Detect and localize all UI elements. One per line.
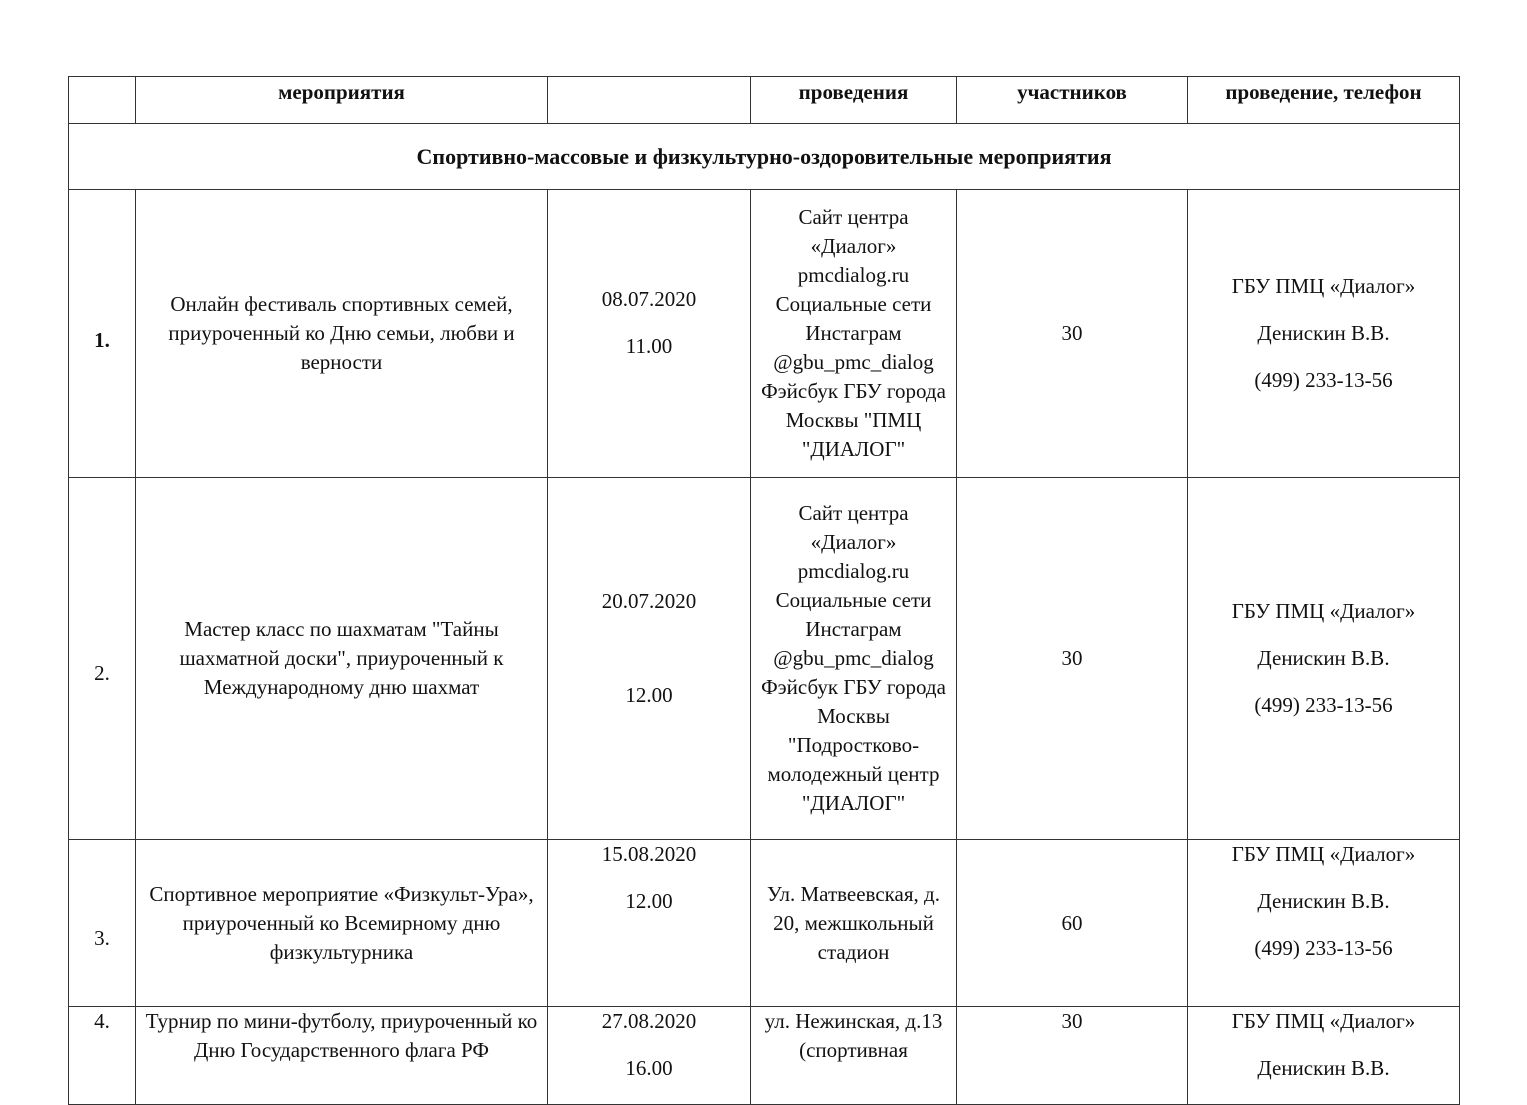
contact-phone: (499) 233-13-56 — [1254, 936, 1393, 960]
table-header-row — [69, 77, 1460, 124]
row-number: 3. — [69, 840, 136, 1007]
table-row — [69, 1007, 1460, 1105]
event-date: 20.07.2020 — [601, 588, 697, 613]
section-title: Спортивно-массовые и физкультурно-оздоровительные мероприятия — [69, 124, 1460, 190]
event-datetime — [548, 1007, 751, 1105]
event-date: 15.08.2020 — [601, 842, 697, 866]
header-cell-number — [69, 77, 136, 124]
organizer-name: ГБУ ПМЦ «Диалог» — [1231, 1009, 1416, 1033]
row-number: 1. — [69, 190, 136, 478]
event-place: ул. Нежинская, д.13 (спортивная — [751, 1007, 957, 1105]
organizer-name: ГБУ ПМЦ «Диалог» — [1231, 599, 1416, 623]
table-row — [69, 840, 1460, 1007]
event-datetime — [548, 478, 751, 840]
table-row — [69, 190, 1460, 478]
event-datetime — [548, 840, 751, 1007]
organizer-name: ГБУ ПМЦ «Диалог» — [1231, 842, 1416, 866]
event-time: 11.00 — [625, 334, 673, 358]
organizer-info — [1188, 478, 1460, 840]
contact-phone: (499) 233-13-56 — [1254, 693, 1393, 717]
contact-phone: (499) 233-13-56 — [1254, 368, 1393, 392]
header-cell-date — [548, 77, 751, 124]
participants-count: 30 — [957, 190, 1188, 478]
participants-count: 30 — [957, 1007, 1188, 1105]
responsible-person: Денискин В.В. — [1257, 889, 1390, 913]
header-cell-place: проведения — [751, 77, 957, 124]
event-time: 12.00 — [625, 889, 673, 913]
row-number: 2. — [69, 478, 136, 840]
section-row — [69, 124, 1460, 190]
participants-count: 60 — [957, 840, 1188, 1007]
event-datetime — [548, 190, 751, 478]
events-table — [68, 76, 1460, 1105]
event-name: Турнир по мини-футболу, приуроченный ко Дню Государственного флага РФ — [136, 1007, 548, 1105]
event-time: 16.00 — [625, 1056, 673, 1080]
participants-count: 30 — [957, 478, 1188, 840]
event-date: 08.07.2020 — [601, 287, 697, 311]
organizer-info — [1188, 190, 1460, 478]
event-time: 12.00 — [625, 682, 673, 707]
event-name: Мастер класс по шахматам "Тайны шахматной доски", приуроченный к Международному дню шахмат — [136, 478, 548, 840]
header-cell-organizer: проведение, телефон — [1188, 77, 1460, 124]
organizer-name: ГБУ ПМЦ «Диалог» — [1231, 274, 1416, 298]
responsible-person: Денискин В.В. — [1257, 1056, 1390, 1080]
organizer-info — [1188, 1007, 1460, 1105]
event-place: Сайт центра «Диалог» pmcdialog.ru Социальные сети Инстаграм @gbu_pmc_dialog Фэйсбук ГБУ города Москвы "ПМЦ "ДИАЛОГ" — [751, 190, 957, 478]
event-name: Онлайн фестиваль спортивных семей, приуроченный ко Дню семьи, любви и верности — [136, 190, 548, 478]
organizer-info — [1188, 840, 1460, 1007]
event-name: Спортивное мероприятие «Физкульт-Ура», приуроченный ко Всемирному дню физкультурника — [136, 840, 548, 1007]
header-cell-participants: участников — [957, 77, 1188, 124]
responsible-person: Денискин В.В. — [1257, 321, 1390, 345]
event-place: Сайт центра «Диалог» pmcdialog.ru Социальные сети Инстаграм @gbu_pmc_dialog Фэйсбук ГБУ города Москвы "Подростково-молодежный центр "ДИАЛОГ" — [751, 478, 957, 840]
event-place: Ул. Матвеевская, д. 20, межшкольный стадион — [751, 840, 957, 1007]
header-cell-event: мероприятия — [136, 77, 548, 124]
table-row — [69, 478, 1460, 840]
event-date: 27.08.2020 — [601, 1009, 697, 1033]
row-number: 4. — [69, 1007, 136, 1105]
responsible-person: Денискин В.В. — [1257, 646, 1390, 670]
